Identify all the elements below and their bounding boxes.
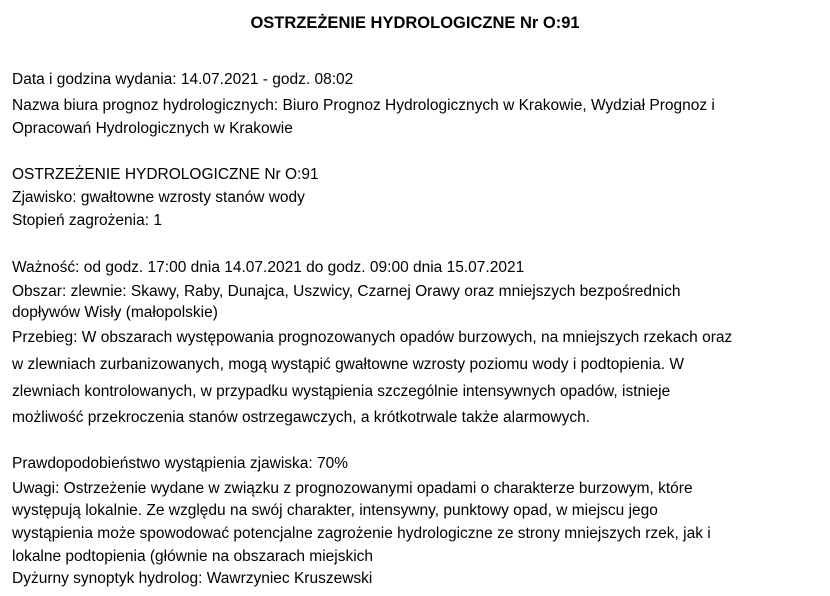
document-title: OSTRZEŻENIE HYDROLOGICZNE Nr O:91 (250, 14, 580, 32)
course-line-3: zlewniach kontrolowanych, w przypadku wystąpienia szczególnie intensywnych opadów, istnieje (12, 383, 671, 400)
validity: Ważność: od godz. 17:00 dnia 14.07.2021 do godz. 09:00 dnia 15.07.2021 (12, 259, 525, 276)
remarks-line-3: wystąpienia może spowodować potencjalne zagrożenie hydrologiczne ze strony mniejszych rzek, jak i (12, 525, 711, 542)
forecaster: Dyżurny synoptyk hydrolog: Wawrzyniec Kruszewski (12, 570, 373, 587)
area-line-2: dopływów Wisły (małopolskie) (12, 304, 218, 321)
remarks-line-2: występują lokalnie. Ze względu na swój charakter, intensywny, punktowy opad, w miejscu jego (12, 502, 658, 519)
course-line-2: w zlewniach zurbanizowanych, mogą wystąpić gwałtowne wzrosty poziomu wody i podtopienia. W (12, 356, 684, 373)
course-line-4: możliwość przekroczenia stanów ostrzegawczych, a krótkotrwale także alarmowych. (12, 409, 591, 426)
area-line-1: Obszar: zlewnie: Skawy, Raby, Dunajca, Uszwicy, Czarnej Orawy oraz mniejszych bezpośrednich (12, 283, 681, 300)
bureau-line-2: Opracowań Hydrologicznych w Krakowie (12, 120, 293, 137)
probability: Prawdopodobieństwo wystąpienia zjawiska: 70% (12, 455, 349, 472)
warning-title: OSTRZEŻENIE HYDROLOGICZNE Nr O:91 (12, 166, 319, 183)
issue-date: Data i godzina wydania: 14.07.2021 - godz. 08:02 (12, 71, 354, 88)
phenomenon: Zjawisko: gwałtowne wzrosty stanów wody (12, 189, 305, 206)
threat-level: Stopień zagrożenia: 1 (12, 212, 162, 229)
course-line-1: Przebieg: W obszarach występowania prognozowanych opadów burzowych, na mniejszych rzekach oraz (12, 329, 733, 346)
bureau-line-1: Nazwa biura prognoz hydrologicznych: Biuro Prognoz Hydrologicznych w Krakowie, Wydział Prognoz i (12, 97, 715, 114)
remarks-line-1: Uwagi: Ostrzeżenie wydane w związku z prognozowanymi opadami o charakterze burzowym, które (12, 480, 693, 497)
remarks-line-4: lokalne podtopienia (głównie na obszarach miejskich (12, 548, 374, 565)
